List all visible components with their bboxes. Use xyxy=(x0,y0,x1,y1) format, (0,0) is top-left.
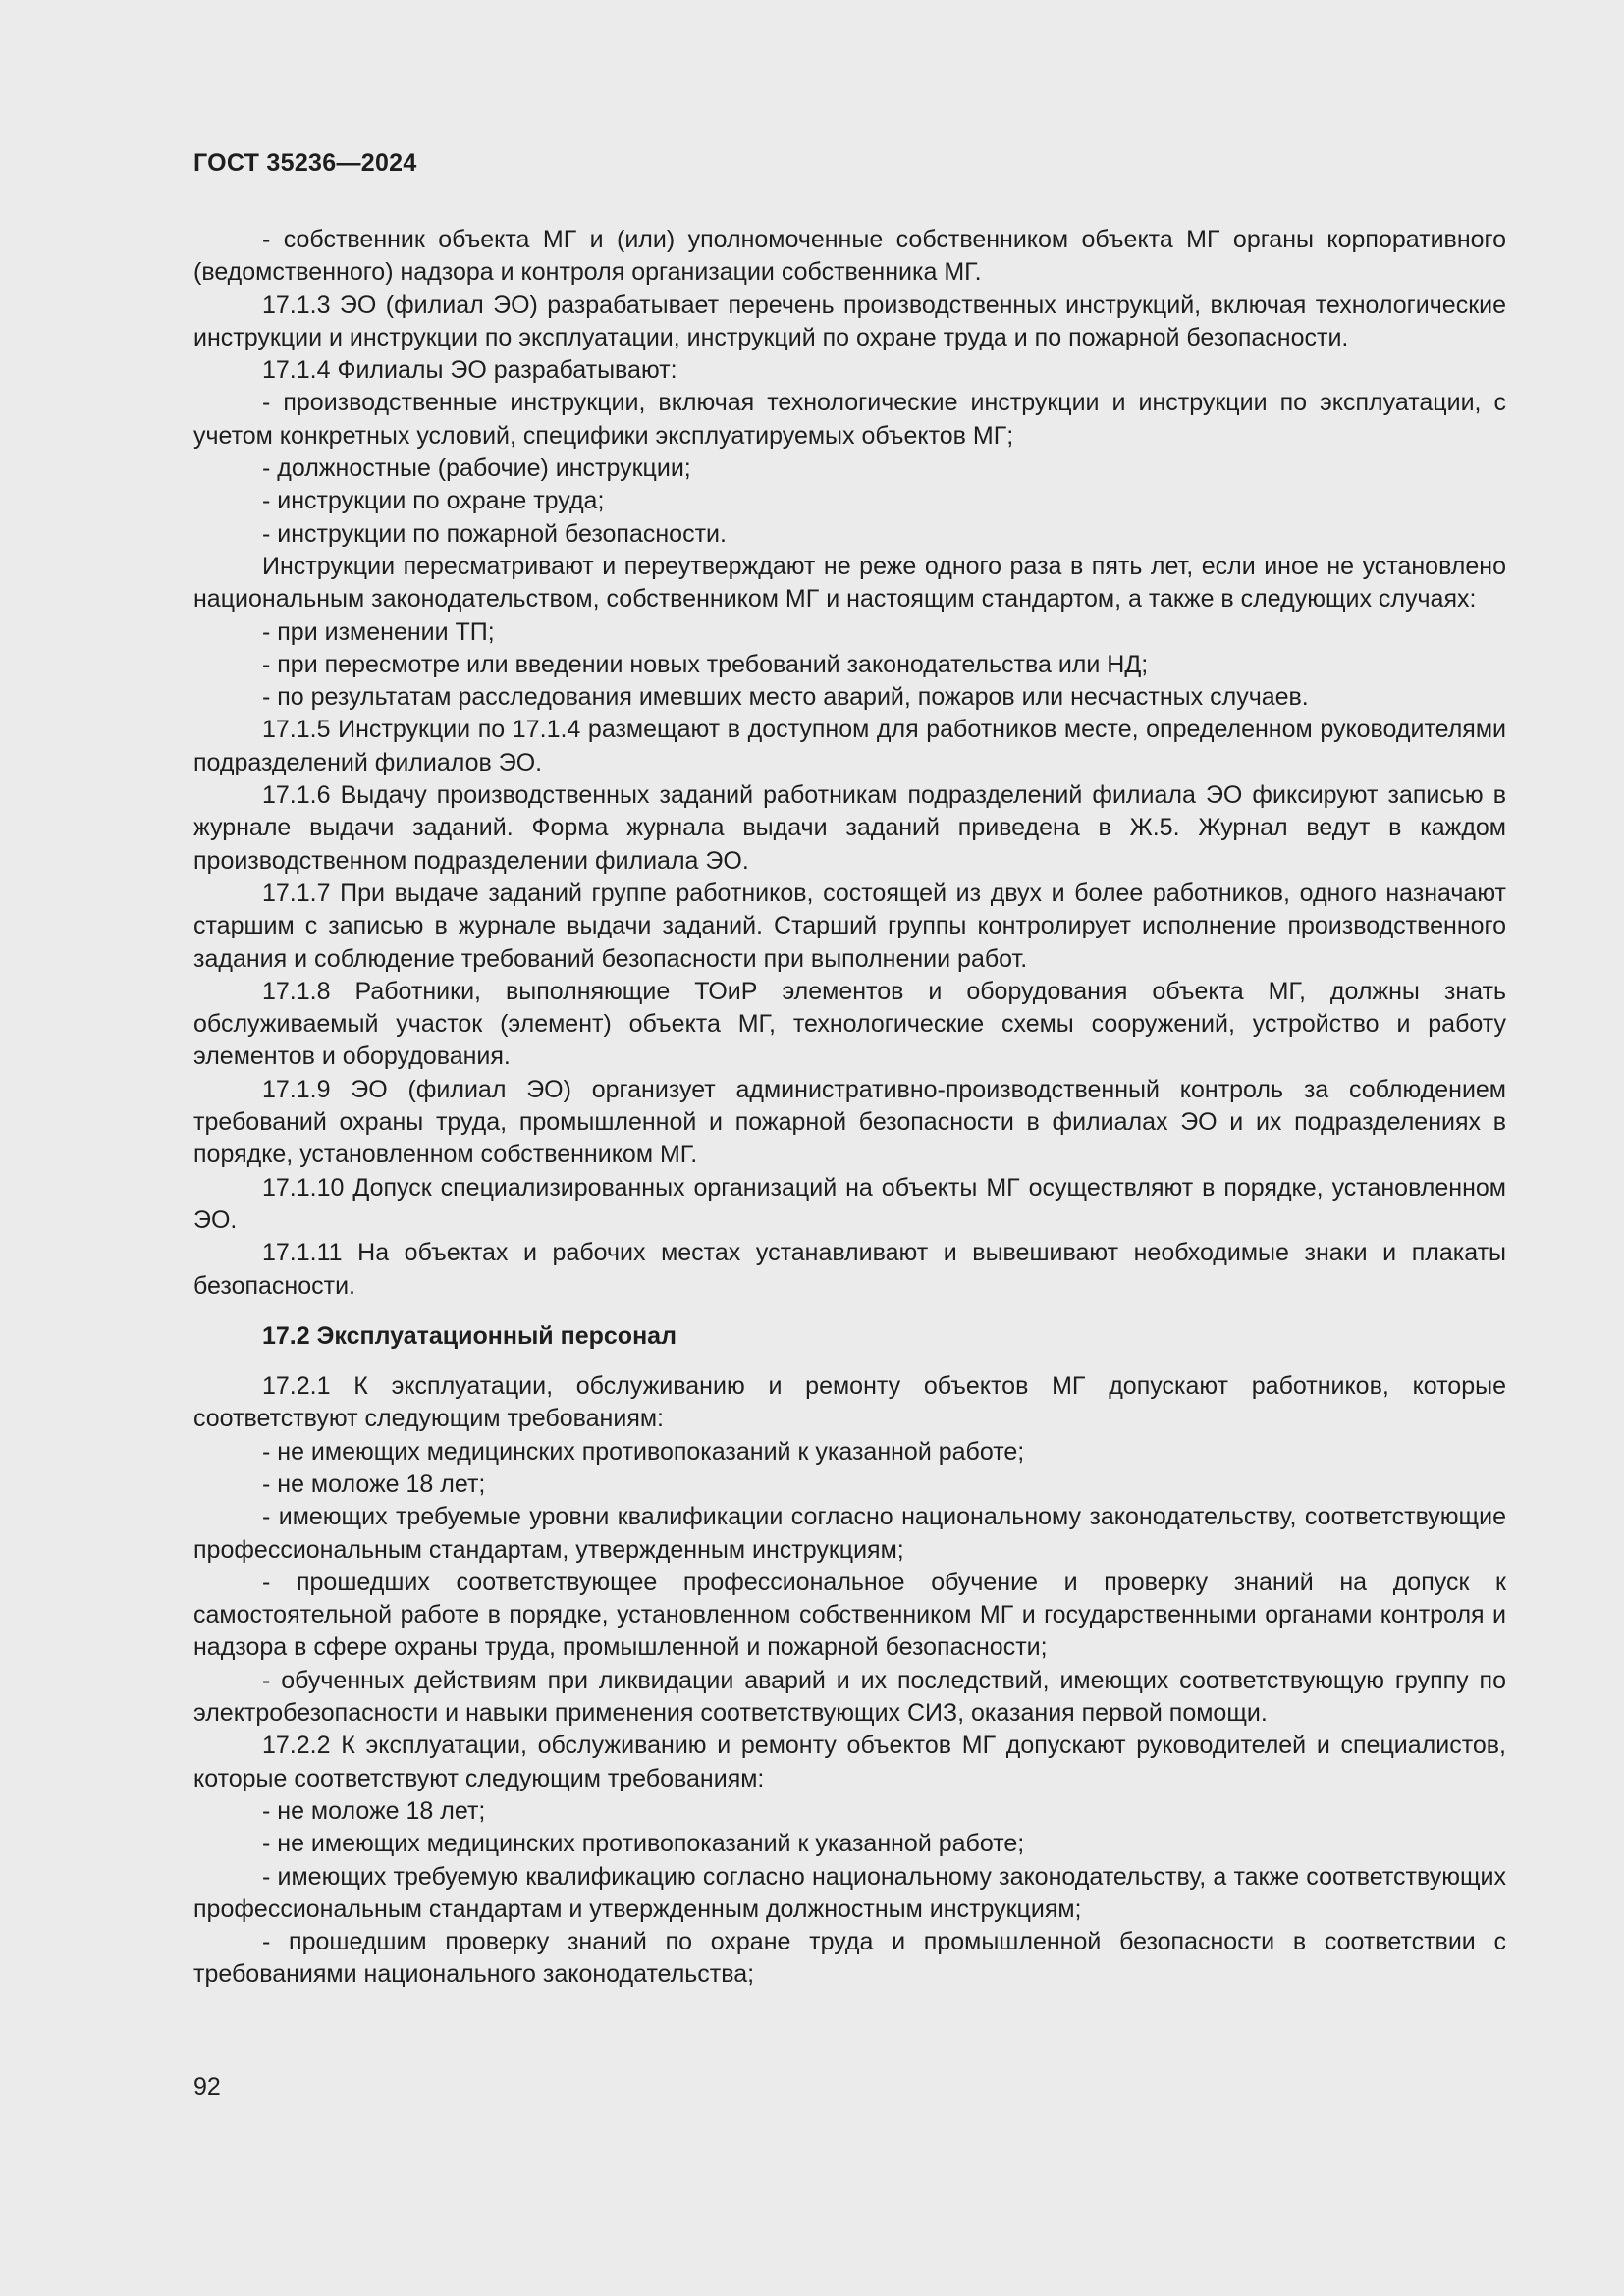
paragraph: 17.1.6 Выдачу производственных заданий работникам подразделений филиала ЭО фиксируют записью в журнале выдачи заданий. Форма журнала выдачи заданий приведена в Ж.5. Журнал ведут в каждом производственном подразделении филиала ЭО. xyxy=(193,781,1506,875)
paragraph: - имеющих требуемые уровни квалификации согласно национальному законодательству, соответствующие профессиональным стандартам, утвержденным инструкциям; xyxy=(193,1503,1506,1564)
paragraph: Инструкции пересматривают и переутверждают не реже одного раза в пять лет, если иное не установлено национальным законодательством, собственником МГ и настоящим стандартом, а также в следующих случаях: xyxy=(193,552,1506,614)
section-heading: 17.2 Эксплуатационный персонал xyxy=(262,1321,677,1350)
paragraph: 17.2.2 К эксплуатации, обслуживанию и ремонту объектов МГ допускают руководителей и специалистов, которые соответствуют следующим требованиям: xyxy=(193,1732,1506,1792)
paragraph: - прошедших соответствующее профессиональное обучение и проверку знаний на допуск к самостоятельной работе в порядке, установленном собственником МГ и государственными органами контроля и надзора в сфере охраны труда, промышленной и пожарной безопасности; xyxy=(193,1568,1506,1662)
paragraph: - должностные (рабочие) инструкции; xyxy=(262,454,691,483)
paragraph: - не моложе 18 лет; xyxy=(262,1469,486,1498)
paragraph: 17.1.7 При выдаче заданий группе работников, состоящей из двух и более работников, одного назначают старшим с записью в журнале выдачи заданий. Старший группы контролирует исполнение производственного задания и соблюдение требований безопасности при выполнении работ. xyxy=(193,879,1506,973)
paragraph: 17.2.1 К эксплуатации, обслуживанию и ремонту объектов МГ допускают работников, которые соответствуют следующим требованиям: xyxy=(193,1372,1506,1433)
paragraph: - не моложе 18 лет; xyxy=(262,1796,486,1825)
paragraph: 17.1.8 Работники, выполняющие ТОиР элементов и оборудования объекта МГ, должны знать обслуживаемый участок (элемент) объекта МГ, технологические схемы сооружений, устройство и работу элементов и оборудования. xyxy=(193,977,1506,1071)
paragraph: 17.1.9 ЭО (филиал ЭО) организует административно-производственный контроль за соблюдением требований охраны труда, промышленной и пожарной безопасности в филиалах ЭО и их подразделениях в порядке, установленном собственником МГ. xyxy=(193,1075,1506,1169)
paragraph: - собственник объекта МГ и (или) уполномоченные собственником объекта МГ органы корпоративного (ведомственного) надзора и контроля организации собственника МГ. xyxy=(193,226,1506,287)
page-number: 92 xyxy=(193,2073,221,2101)
document-code-header: ГОСТ 35236—2024 xyxy=(193,149,417,177)
paragraph: - инструкции по охране труда; xyxy=(262,487,605,515)
paragraph: 17.1.4 Филиалы ЭО разрабатывают: xyxy=(262,356,677,385)
paragraph: - не имеющих медицинских противопоказаний к указанной работе; xyxy=(262,1830,1025,1858)
paragraph: 17.1.3 ЭО (филиал ЭО) разрабатывает перечень производственных инструкций, включая технологические инструкции и инструкции по эксплуатации, инструкций по охране труда и по пожарной безопасности. xyxy=(193,291,1506,351)
document-body xyxy=(193,224,1506,1992)
paragraph: - производственные инструкции, включая технологические инструкции и инструкции по эксплуатации, с учетом конкретных условий, специфики эксплуатируемых объектов МГ; xyxy=(193,389,1506,450)
paragraph: - при изменении ТП; xyxy=(262,617,495,646)
paragraph: - не имеющих медицинских противопоказаний к указанной работе; xyxy=(262,1437,1025,1466)
paragraph: 17.1.10 Допуск специализированных организаций на объекты МГ осуществляют в порядке, установленном ЭО. xyxy=(193,1173,1506,1234)
paragraph: - прошедшим проверку знаний по охране труда и промышленной безопасности в соответствии с требованиями национального законодательства; xyxy=(193,1928,1506,1989)
paragraph: - по результатам расследования имевших место аварий, пожаров или несчастных случаев. xyxy=(262,683,1309,712)
paragraph: 17.1.5 Инструкции по 17.1.4 размещают в доступном для работников месте, определенном руководителями подразделений филиалов ЭО. xyxy=(193,716,1506,776)
paragraph: 17.1.11 На объектах и рабочих местах устанавливают и вывешивают необходимые знаки и плакаты безопасности. xyxy=(193,1239,1506,1300)
paragraph: - обученных действиям при ликвидации аварий и их последствий, имеющих соответствующую группу по электробезопасности и навыки применения соответствующих СИЗ, оказания первой помощи. xyxy=(193,1666,1506,1728)
paragraph: - имеющих требуемую квалификацию согласно национальному законодательству, а также соответствующих профессиональным стандартам и утвержденным должностным инструкциям; xyxy=(193,1862,1506,1923)
paragraph: - инструкции по пожарной безопасности. xyxy=(262,519,727,548)
paragraph: - при пересмотре или введении новых требований законодательства или НД; xyxy=(262,650,1149,678)
